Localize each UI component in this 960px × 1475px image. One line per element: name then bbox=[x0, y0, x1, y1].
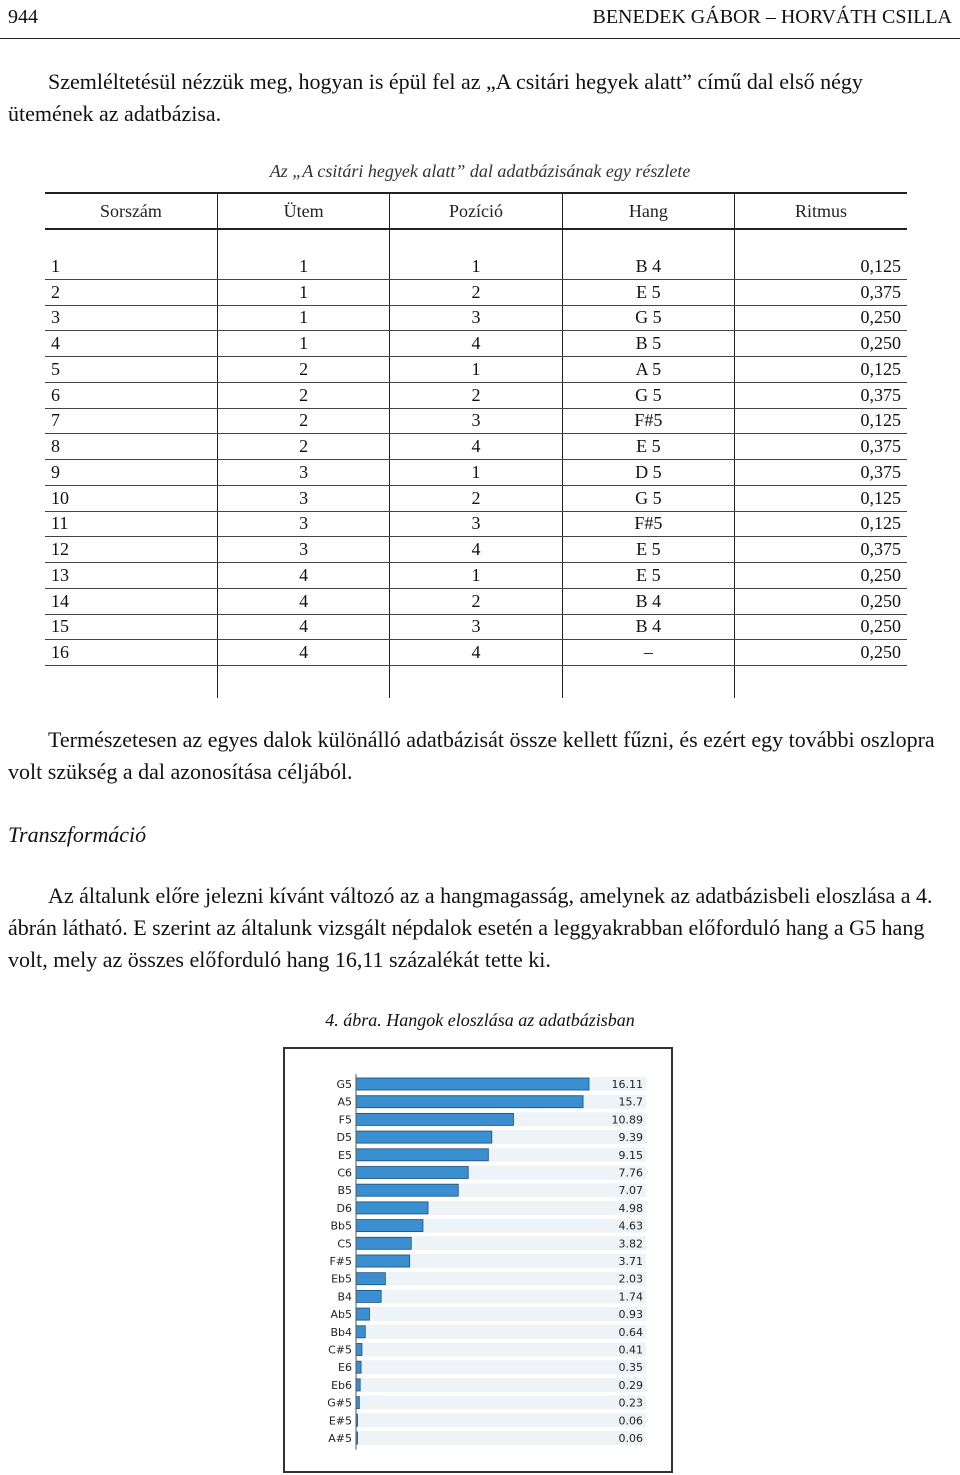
category-label: E#5 bbox=[328, 1414, 352, 1428]
table-cell: 1 bbox=[390, 460, 562, 486]
table-cell: 16 bbox=[45, 640, 217, 666]
table-cell: 1 bbox=[217, 254, 389, 279]
table-cell: 3 bbox=[217, 460, 389, 486]
table-body bbox=[45, 229, 907, 698]
table-cell: 4 bbox=[390, 434, 562, 460]
value-label: 15.7 bbox=[618, 1095, 643, 1109]
table-cell: 0,250 bbox=[735, 588, 907, 614]
table-cell: 3 bbox=[390, 511, 562, 537]
table-row bbox=[45, 537, 907, 563]
body-paragraph: Az általunk előre jelezni kívánt változó az a hangmagasság, amelynek az adatbázisbeli eloszlása a 4. ábrán látható. E szerint az általunk vizsgált népdalok esetén a leggyakrabban előforduló hang a G5 hang volt, mely az összes előforduló hang 16,11 százalékát tette ki. bbox=[8, 883, 933, 972]
bar bbox=[356, 1344, 362, 1356]
column-header: Ritmus bbox=[735, 193, 907, 229]
category-label: G5 bbox=[336, 1078, 352, 1091]
table-row bbox=[45, 331, 907, 357]
bar bbox=[356, 1308, 369, 1320]
table-cell: 1 bbox=[45, 254, 217, 279]
bar-background bbox=[356, 1413, 646, 1427]
category-label: C6 bbox=[337, 1166, 352, 1180]
table-row bbox=[45, 614, 907, 640]
table-cell: 0,250 bbox=[735, 331, 907, 357]
table-cell: 1 bbox=[217, 331, 389, 357]
intro-paragraph: Szemléltetésül nézzük meg, hogyan is épül fel az „A csitári hegyek alatt” című dal első négy ütemének az adatbázisa. bbox=[8, 69, 863, 126]
bar bbox=[356, 1290, 381, 1302]
category-label: D5 bbox=[336, 1131, 352, 1145]
category-label: F5 bbox=[338, 1113, 352, 1127]
bar bbox=[356, 1149, 488, 1161]
bar-background bbox=[356, 1360, 646, 1374]
table-cell: – bbox=[562, 640, 734, 666]
table-cell: 14 bbox=[45, 588, 217, 614]
table-cell: 2 bbox=[390, 279, 562, 305]
value-label: 0.64 bbox=[618, 1325, 643, 1339]
table-cell: 0,375 bbox=[735, 382, 907, 408]
table-cell: 15 bbox=[45, 614, 217, 640]
table-cell: 2 bbox=[390, 485, 562, 511]
category-label: B5 bbox=[337, 1184, 352, 1198]
table-cell: E 5 bbox=[562, 279, 734, 305]
table-row bbox=[45, 485, 907, 511]
note-distribution-chart bbox=[283, 1047, 673, 1473]
table-cell: 2 bbox=[390, 588, 562, 614]
bar bbox=[356, 1167, 468, 1179]
table-cell: F#5 bbox=[562, 408, 734, 434]
value-label: 3.82 bbox=[618, 1237, 643, 1251]
table-row bbox=[45, 563, 907, 589]
table-cell: B 4 bbox=[562, 254, 734, 279]
bar bbox=[356, 1096, 583, 1108]
value-label: 16.11 bbox=[611, 1078, 643, 1091]
table-row bbox=[45, 460, 907, 486]
bar bbox=[356, 1379, 360, 1391]
figure-title: Hangok eloszlása az adatbázisban bbox=[386, 1010, 635, 1030]
body-paragraph: Természetesen az egyes dalok különálló adatbázisát össze kellett fűzni, és ezért egy további oszlopra volt szükség a dal azonosítása céljából. bbox=[8, 727, 935, 784]
bar bbox=[356, 1326, 365, 1338]
table-cell: 10 bbox=[45, 485, 217, 511]
column-header: Hang bbox=[562, 193, 734, 229]
bar-background bbox=[356, 1378, 646, 1392]
category-label: Eb5 bbox=[331, 1272, 352, 1286]
table-cell: 1 bbox=[217, 305, 389, 331]
table-cell: E 5 bbox=[562, 563, 734, 589]
table-cell: 13 bbox=[45, 563, 217, 589]
table-cell: 0,250 bbox=[735, 614, 907, 640]
value-label: 3.71 bbox=[618, 1255, 643, 1268]
section-heading: Transzformáció bbox=[8, 822, 147, 847]
table-row bbox=[45, 640, 907, 666]
table-cell: 0,125 bbox=[735, 511, 907, 537]
figure-caption bbox=[0, 1010, 960, 1031]
value-label: 10.89 bbox=[611, 1113, 643, 1127]
table-cell: 0,250 bbox=[735, 640, 907, 666]
table-cell: D 5 bbox=[562, 460, 734, 486]
value-label: 0.29 bbox=[618, 1378, 643, 1392]
bar bbox=[356, 1078, 589, 1090]
value-label: 4.63 bbox=[618, 1219, 643, 1233]
bar-background bbox=[356, 1343, 646, 1357]
table-cell: 5 bbox=[45, 357, 217, 383]
value-label: 0.35 bbox=[618, 1361, 643, 1375]
table-cell: 3 bbox=[217, 511, 389, 537]
category-label: A5 bbox=[337, 1095, 352, 1109]
category-label: A#5 bbox=[328, 1432, 352, 1445]
table-cell: 7 bbox=[45, 408, 217, 434]
song-database-table bbox=[45, 192, 907, 698]
value-label: 1.74 bbox=[618, 1290, 643, 1304]
table-cell: 1 bbox=[390, 254, 562, 279]
running-head-authors: BENEDEK GÁBOR – HORVÁTH CSILLA bbox=[592, 6, 952, 28]
column-header: Ütem bbox=[217, 193, 389, 229]
category-label: D6 bbox=[336, 1201, 352, 1215]
bar bbox=[356, 1131, 492, 1143]
value-label: 9.39 bbox=[618, 1131, 643, 1145]
table-cell: 4 bbox=[217, 640, 389, 666]
table-cell: 2 bbox=[217, 357, 389, 383]
category-label: Eb6 bbox=[331, 1378, 352, 1392]
category-label: Ab5 bbox=[330, 1308, 352, 1322]
category-label: C5 bbox=[337, 1237, 352, 1251]
table-cell: 12 bbox=[45, 537, 217, 563]
table-cell: 0,375 bbox=[735, 434, 907, 460]
table-cell: 3 bbox=[390, 408, 562, 434]
table-cell: 0,125 bbox=[735, 357, 907, 383]
category-label: C#5 bbox=[328, 1343, 352, 1357]
table-cell: 9 bbox=[45, 460, 217, 486]
table-row bbox=[45, 511, 907, 537]
table-cell: 1 bbox=[390, 563, 562, 589]
table-cell: 0,375 bbox=[735, 279, 907, 305]
bar-background bbox=[356, 1272, 646, 1286]
bar-background bbox=[356, 1307, 646, 1321]
category-label: B4 bbox=[337, 1290, 352, 1304]
table-cell: 6 bbox=[45, 382, 217, 408]
table-cell: 3 bbox=[390, 614, 562, 640]
table-cell: 2 bbox=[217, 382, 389, 408]
value-label: 2.03 bbox=[618, 1272, 643, 1286]
table-cell: E 5 bbox=[562, 537, 734, 563]
bar bbox=[356, 1255, 410, 1267]
bar-background bbox=[356, 1396, 646, 1410]
bar bbox=[356, 1237, 411, 1249]
bar-background bbox=[356, 1431, 646, 1445]
value-label: 0.93 bbox=[618, 1308, 643, 1322]
table-cell: 0,375 bbox=[735, 460, 907, 486]
table-cell: B 4 bbox=[562, 614, 734, 640]
value-label: 0.41 bbox=[618, 1343, 643, 1357]
table-cell: 8 bbox=[45, 434, 217, 460]
table-row bbox=[45, 588, 907, 614]
category-label: Bb4 bbox=[330, 1325, 352, 1339]
bar bbox=[356, 1361, 361, 1373]
category-label: E6 bbox=[338, 1361, 352, 1375]
table-cell: 4 bbox=[390, 640, 562, 666]
table-cell: G 5 bbox=[562, 382, 734, 408]
table-row bbox=[45, 254, 907, 279]
table-cell: 4 bbox=[390, 537, 562, 563]
table-row bbox=[45, 408, 907, 434]
table-cell: 0,250 bbox=[735, 563, 907, 589]
value-label: 9.15 bbox=[618, 1148, 643, 1162]
column-header: Sorszám bbox=[45, 193, 217, 229]
category-label: E5 bbox=[338, 1148, 352, 1162]
bar-background bbox=[356, 1325, 646, 1339]
category-label: F#5 bbox=[329, 1255, 352, 1268]
table-cell: 3 bbox=[45, 305, 217, 331]
table-cell: 3 bbox=[217, 485, 389, 511]
table-cell: B 4 bbox=[562, 588, 734, 614]
table-cell: A 5 bbox=[562, 357, 734, 383]
value-label: 4.98 bbox=[618, 1201, 643, 1215]
bar bbox=[356, 1202, 428, 1214]
value-label: 0.23 bbox=[618, 1396, 643, 1410]
table-row bbox=[45, 434, 907, 460]
table-cell: 0,250 bbox=[735, 305, 907, 331]
table-row bbox=[45, 305, 907, 331]
table-cell: G 5 bbox=[562, 485, 734, 511]
table-cell: 0,125 bbox=[735, 254, 907, 279]
chart-svg bbox=[285, 1049, 671, 1471]
table-cell: 0,125 bbox=[735, 408, 907, 434]
table-cell: 4 bbox=[390, 331, 562, 357]
page-number: 944 bbox=[8, 6, 38, 28]
bar bbox=[356, 1184, 458, 1196]
table-cell: 2 bbox=[217, 434, 389, 460]
table-cell: 2 bbox=[45, 279, 217, 305]
table-cell: B 5 bbox=[562, 331, 734, 357]
value-label: 0.06 bbox=[618, 1414, 643, 1428]
bar bbox=[356, 1113, 514, 1125]
table-cell: 1 bbox=[390, 357, 562, 383]
table-cell: 4 bbox=[217, 588, 389, 614]
table-cell: 1 bbox=[217, 279, 389, 305]
table-cell: 4 bbox=[217, 563, 389, 589]
category-label: G#5 bbox=[327, 1396, 352, 1410]
table-cell: 3 bbox=[217, 537, 389, 563]
table-cell: F#5 bbox=[562, 511, 734, 537]
table-cell: 0,375 bbox=[735, 537, 907, 563]
table-header-row bbox=[45, 193, 907, 229]
value-label: 0.06 bbox=[618, 1432, 643, 1445]
bar bbox=[356, 1273, 385, 1285]
table-cell: E 5 bbox=[562, 434, 734, 460]
table-cell: 3 bbox=[390, 305, 562, 331]
table-row bbox=[45, 357, 907, 383]
column-header: Pozíció bbox=[390, 193, 562, 229]
figure-label: 4. ábra. bbox=[325, 1010, 382, 1030]
category-label: Bb5 bbox=[330, 1219, 352, 1233]
value-label: 7.76 bbox=[618, 1166, 643, 1180]
table-cell: 4 bbox=[45, 331, 217, 357]
table-cell: 0,125 bbox=[735, 485, 907, 511]
table-cell: 2 bbox=[390, 382, 562, 408]
table-cell: 4 bbox=[217, 614, 389, 640]
table-caption: Az „A csitári hegyek alatt” dal adatbázisának egy részlete bbox=[269, 161, 691, 181]
value-label: 7.07 bbox=[618, 1184, 643, 1198]
table-row bbox=[45, 279, 907, 305]
bar bbox=[356, 1220, 423, 1232]
table-cell: 2 bbox=[217, 408, 389, 434]
table-row bbox=[45, 382, 907, 408]
page-header bbox=[0, 0, 960, 39]
table-cell: 11 bbox=[45, 511, 217, 537]
table-cell: G 5 bbox=[562, 305, 734, 331]
bar-background bbox=[356, 1289, 646, 1303]
